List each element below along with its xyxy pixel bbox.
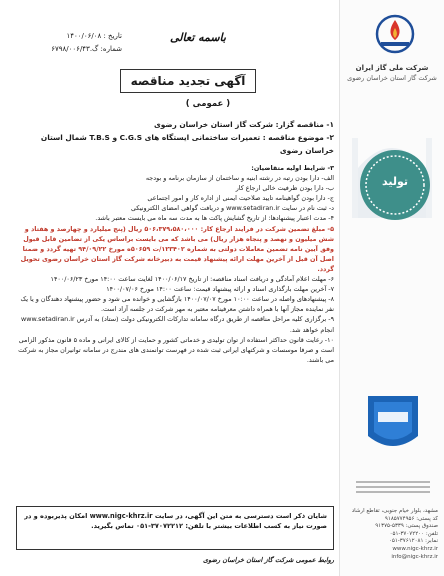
number-line: شماره: گ.۶۷۹۸/۰۰۶/۴۳ [51,45,122,53]
section-3b: ب- دارا بودن ظرفیت خالی ارجاع کار [235,184,334,193]
contact-po-box: صندوق پستی: ۵۳۳۹-۹۱۳۷۵ [375,523,438,530]
contact-phone: تلفن: ۳۷۰۷۲۲۰۰-۰۵۱ [389,530,438,537]
footer-notice-box [16,506,334,550]
section-4: ۴- مدت اعتبار پیشنهادها: از تاریخ گشایش پاکت ها به مدت سه ماه می بایست معتبر باشد. [95,214,334,223]
section-8: ۸- پیشنهادهای واصله در ساعت ۱۰:۰۰ مورخ ۱۴۰۰/۰۷/۰۷ بازگشایی و خوانده می شود و حضور پیشنهاد دهندگان و یا یک نفر نماینده مجاز آنها با همراه داشتن معرفینامه معتبر به مهر شرکت در جلسه آزاد است. [20,295,334,314]
nigc-flame-logo-icon [364,12,426,64]
section-9: ۹- برگزاری کلیه مراحل مناقصه از طریق درگاه سامانه تدارکات الکترونیکی دولت (ستاد) به آدرس www.setadiran.ir انجام خواهد شد. [21,315,334,334]
section-3c: ج- دارا بودن گواهینامه تایید صلاحیت ایمنی از اداره کار و امور اجتماعی [147,194,334,203]
section-3: ۳- شرایط اولیه متقاضیان: [251,164,334,172]
section-1: ۱- مناقصه گزار: شرکت گاز استان خراسان رضوی [153,120,334,129]
date-number-block [12,30,122,56]
section-2: ۲- موضوع مناقصه : تعمیرات ساختمانی ایستگاه های C.G.S و T.B.S شمال استان خراسان رضوی [40,133,334,155]
contact-info [346,508,438,561]
public-relations-signature: روابط عمومی شرکت گاز استان خراسان رضوی [203,556,334,564]
certification-lines [356,478,430,496]
contact-fax: نمابر: ۳۷۶۱۲۰۸۱-۰۵۱ [388,538,438,545]
date-line: تاریخ : ۱۴۰۰/۰۶/۰۸ [66,32,122,40]
seal-label: تولید [381,175,408,188]
production-year-seal [358,148,432,222]
footer-line-1: شایان ذکر است دسترسی به متن این آگهی، در سایت www.nigc-khrz.ir امکان پذیربوده و در [24,512,327,520]
section-10: ۱۰- رعایت قانون حداکثر استفاده از توان تولیدی و خدماتی کشور و حمایت از کالای ایرانی و ماده ۵ قانون مذکور الزامی است و صرفا موسسات و شرکتهای ایرانی ثبت شده در فهرست توانمندی های مندرج در سامانه توانیران مجاز به شرکت می باشند. [18,335,334,364]
contact-website-link[interactable]: www.nigc-khrz.ir [392,545,438,552]
bismillah-heading: باسمه تعالی [170,31,226,44]
section-6: ۶- مهلت اعلام آمادگی و دریافت اسناد مناقصه: از تاریخ ۱۴۰۰/۰۶/۱۷ لغایت ساعت ۱۴:۰۰ مورخ ۱۴۰۰/۰۶/۲۳ [50,275,334,284]
announcement-subtitle: ( عمومی ) [185,99,231,109]
brand-column [339,0,444,576]
announcement-body [18,118,334,365]
contact-email-link[interactable]: info@nigc-khrz.ir [391,553,438,560]
company-subname: شرکت گاز استان خراسان رضوی [347,74,437,82]
announcement-title: آگهی تجدید مناقصه [120,69,256,93]
contact-postal-code: کد پستی: ۹۱۸۵۷۷۴۹۵۶ [384,515,438,522]
contact-address: مشهد، بلوار خیام جنوبی، تقاطع ارشاد [351,508,438,514]
company-name: شرکت ملی گاز ایران [355,64,429,72]
section-7: ۷- آخرین مهلت بارگذاری اسناد و ارائه پیشنهاد قیمت: ساعت ۱۴:۰۰ مورخ ۱۴۰۰/۰۷/۰۶ [106,285,334,294]
section-5: ۵- مبلغ تضمین شرکت در فرایند ارجاع کار: ۵۰۶،۳۷۹،۵۸۰،۰۰۰ ریال (پنج میلیارد و چهارصد و هفتاد و شش میلیون و نهصد و پنجاه هزار ریال) می باشد که می بایست براساس یکی از تضامین قابل قبول وفق آیین نامه تضمین معاملات دولتی به شماره ۱۲۳۴۰۲/ت ۵۰۶۵۹ه مورخ ۹۴/۰۹/۲۲ تهیه گردد و ضمنا اصل آن قبل از آخرین مهلت ارائه پیشنهاد قیمت به دبیرخانه شرکت گاز استان خراسان رضوی تحویل گردد. [20,224,334,273]
section-3a: الف- دارا بودن رتبه در رشته ابنیه و ساختمان از سازمان برنامه و بودجه [145,174,334,183]
tuv-intercert-saar-logo-icon [360,390,426,460]
section-3d: د- ثبت نام در سایت www.setadiran.ir و دریافت گواهی امضای الکترونیکی [130,204,334,213]
footer-line-2: صورت نیاز به کسب اطلاعات بیشتر با تلفن: ۳۷۰۷۲۲۱۲-۰۵۱ تماس بگیرید. [91,522,327,530]
